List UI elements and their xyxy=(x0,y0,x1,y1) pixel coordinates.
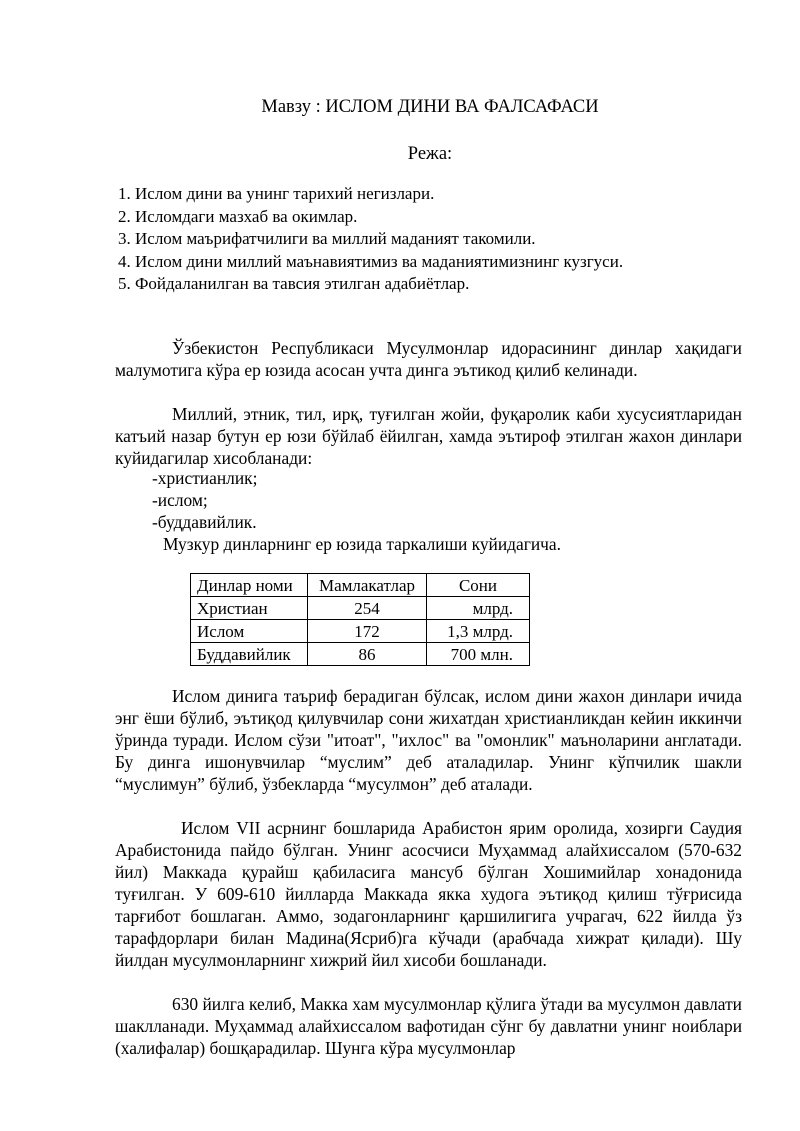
world-religions-paragraph: Миллий, этник, тил, ирқ, туғилган жойи, фуқаролик каби хусусиятларидан катъий назар бутун ер юзи бўйлаб ёйилган, хамда эътироф этилган жахон динлари куйидагилар хисобланади: xyxy=(115,404,742,468)
spread-line: Музкур динларнинг ер юзида таркалиши куйидагича. xyxy=(163,534,561,554)
table-header-cell: Динлар номи xyxy=(191,574,308,597)
table-header-cell: Мамлакатлар xyxy=(308,574,427,597)
plan-item: 2. Исломдаги мазхаб ва окимлар. xyxy=(118,206,358,226)
plan-item: 1. Ислом дини ва унинг тарихий негизлари. xyxy=(118,184,435,203)
table-row xyxy=(191,643,530,666)
plan-item: 4. Ислом дини миллий маънавиятимиз ва маданиятимизнинг кузгуси. xyxy=(118,251,624,271)
table-header-cell: Сони xyxy=(427,574,530,597)
table-cell: 172 xyxy=(308,620,427,643)
table-cell: млрд. xyxy=(427,597,530,620)
table-row xyxy=(191,597,530,620)
religions-table xyxy=(190,573,530,666)
table-header-row xyxy=(191,574,530,597)
table-row xyxy=(191,620,530,643)
table-cell: Ислом xyxy=(191,620,308,643)
plan-item: 3. Ислом маърифатчилиги ва миллий маданият такомили. xyxy=(118,229,536,248)
plan-list xyxy=(118,183,623,296)
religion-list-item: -буддавийлик. xyxy=(152,512,257,532)
paragraph-630: 630 йилга келиб, Макка хам мусулмонлар қўлига ўтади ва мусулмон давлати шаклланади. Муҳаммад алайхиссалом вафотидан сўнг бу давлатни унинг ноиблари (халифалар) бошқарадилар. Шунга кўра мусулмонлар xyxy=(115,994,742,1058)
islam-definition-paragraph: Ислом динига таъриф берадиган бўлсак, ислом дини жахон динлари ичида энг ёши бўлиб, эътиқод қилувчилар сони жихатдан христианликдан кейин иккинчи ўринда туради. Ислом сўзи "итоат", "ихлос" ва "омонлик" маъноларини англатади. Бу динга ишонувчилар “муслим” деб аталадилар. Унинг кўпчилик шакли “муслимун” бўлиб, ўзбекларда “мусулмон” деб аталади. xyxy=(115,686,742,794)
religion-list-item: -христианлик; xyxy=(152,468,258,488)
intro-paragraph: Ўзбекистон Республикаси Мусулмонлар идорасининг динлар хақидаги малумотига кўра ер юзида асосан учта динга эътикод қилиб келинади. xyxy=(115,338,742,380)
document-title: Мавзу : ИСЛОМ ДИНИ ВА ФАЛСАФАСИ xyxy=(261,97,599,117)
islam-history-paragraph: Ислом VII асрнинг бошларида Арабистон ярим оролида, хозирги Саудия Арабистонида пайдо бўлган. Унинг асосчиси Муҳаммад алайхиссалом (570-632 йил) Маккада қурайш қабиласига мансуб бўлган Хошимийлар хонадонида туғилган. У 609-610 йилларда Маккада якка худога эътиқод қилиш тўғрисида тарғибот бошлаган. Аммо, зодагонларнинг қаршилигига учрагач, 622 йилда ўз тарафдорлари билан Мадина(Ясриб)га кўчади (арабчада хижрат қилади). Шу йилдан мусулмонларнинг хижрий йил хисоби бошланади. xyxy=(115,818,742,970)
religion-list-item: -ислом; xyxy=(152,490,208,510)
table-cell: 1,3 млрд. xyxy=(427,620,530,643)
table-cell: 86 xyxy=(308,643,427,666)
plan-item: 5. Фойдаланилган ва тавсия этилган адабиётлар. xyxy=(118,274,470,293)
table-cell: Буддавийлик xyxy=(191,643,308,666)
table-cell: 254 xyxy=(308,597,427,620)
table-cell: Христиан xyxy=(191,597,308,620)
plan-heading: Режа: xyxy=(407,144,453,164)
table-cell: 700 млн. xyxy=(427,643,530,666)
